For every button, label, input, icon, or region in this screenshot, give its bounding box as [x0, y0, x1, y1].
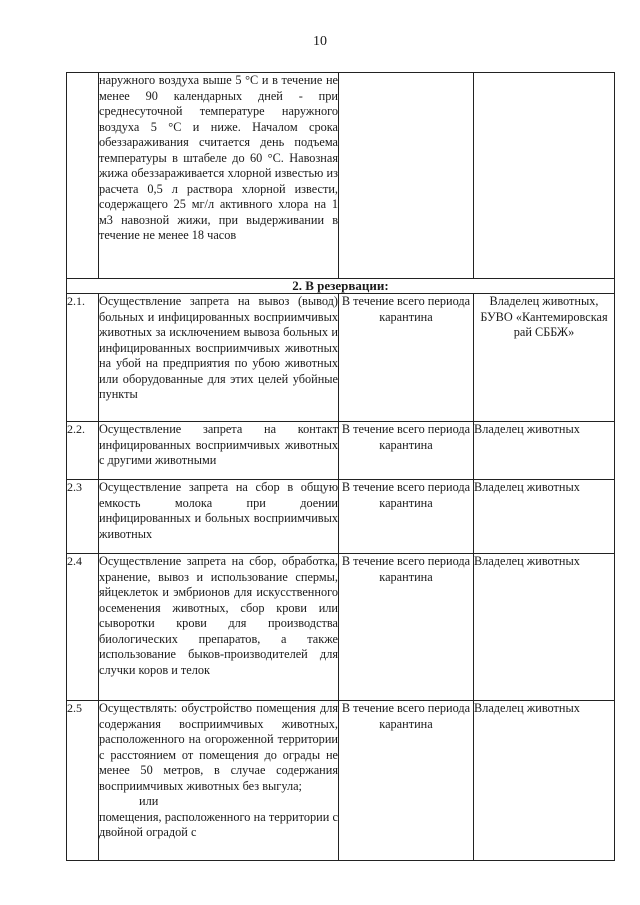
measures-table — [66, 72, 615, 861]
action-text-part-b: помещения, расположенного на территории с двойной оградой с — [99, 809, 338, 839]
term-cell: В течение всего периода карантина — [339, 294, 474, 422]
responsible-cell: Владелец животных, БУВО «Кантемировская рай СББЖ» — [474, 294, 615, 422]
row-number: 2.1. — [67, 294, 99, 422]
term-cell — [339, 73, 474, 279]
action-cell: Осуществление запрета на контакт инфицированных восприимчивых животных с другими животными — [99, 422, 339, 480]
number-cell — [67, 73, 99, 279]
action-cell: Осуществление запрета на сбор в общую емкость молока при доении инфицированных и больных восприимчивых животных — [99, 480, 339, 554]
term-cell: В течение всего периода карантина — [339, 422, 474, 480]
section-title: 2. В резервации: — [67, 279, 615, 294]
term-cell: В течение всего периода карантина — [339, 701, 474, 861]
table-row — [67, 554, 615, 701]
row-number: 2.5 — [67, 701, 99, 861]
action-cell: наружного воздуха выше 5 °С и в течение не менее 90 календарных дней - при среднесуточной температуре наружного воздуха 5 °С и ниже. Началом срока обеззараживания считается день подъема температуры в штабеле до 60 °С. Навозная жижа обеззараживается хлорной известью из расчета 0,5 л раствора хлорной извести, содержащего 25 мг/л активного хлора на 1 м3 навозной жижи, при выдерживании в течение не менее 18 часов — [99, 73, 339, 279]
action-cell: Осуществление запрета на вывоз (вывод) больных и инфицированных восприимчивых животных за исключением вывоза больных и инфицированных восприимчивых животных на убой на предприятия по убою животных или оборудованные для этих целей убойные пункты — [99, 294, 339, 422]
responsible-cell: Владелец животных — [474, 554, 615, 701]
action-text-part-a: Осуществлять: обустройство помещения для содержания восприимчивых животных, расположенного на огороженной территории с расстоянием от помещения до ограды не менее 50 метров, в случае содержания восприимчивых животных без выгула; — [99, 701, 338, 793]
page-number: 10 — [313, 34, 327, 49]
action-cell: Осуществление запрета на сбор, обработка, хранение, вывоз и использование спермы, яйцеклеток и эмбрионов для искусственного осеменения животных, сбор крови или сыворотки крови для производства биологических препаратов, а также использование быков-производителей для случки коров и телок — [99, 554, 339, 701]
row-number: 2.2. — [67, 422, 99, 480]
table-row — [67, 73, 615, 279]
table-row — [67, 422, 615, 480]
row-number: 2.3 — [67, 480, 99, 554]
action-text-or: или — [139, 794, 159, 808]
table-row — [67, 480, 615, 554]
table-row — [67, 701, 615, 861]
responsible-cell: Владелец животных — [474, 701, 615, 861]
row-number: 2.4 — [67, 554, 99, 701]
term-cell: В течение всего периода карантина — [339, 554, 474, 701]
term-cell: В течение всего периода карантина — [339, 480, 474, 554]
responsible-cell — [474, 73, 615, 279]
table-row — [67, 294, 615, 422]
section-header-row — [67, 279, 615, 294]
responsible-cell: Владелец животных — [474, 480, 615, 554]
responsible-cell: Владелец животных — [474, 422, 615, 480]
action-cell — [99, 701, 339, 861]
